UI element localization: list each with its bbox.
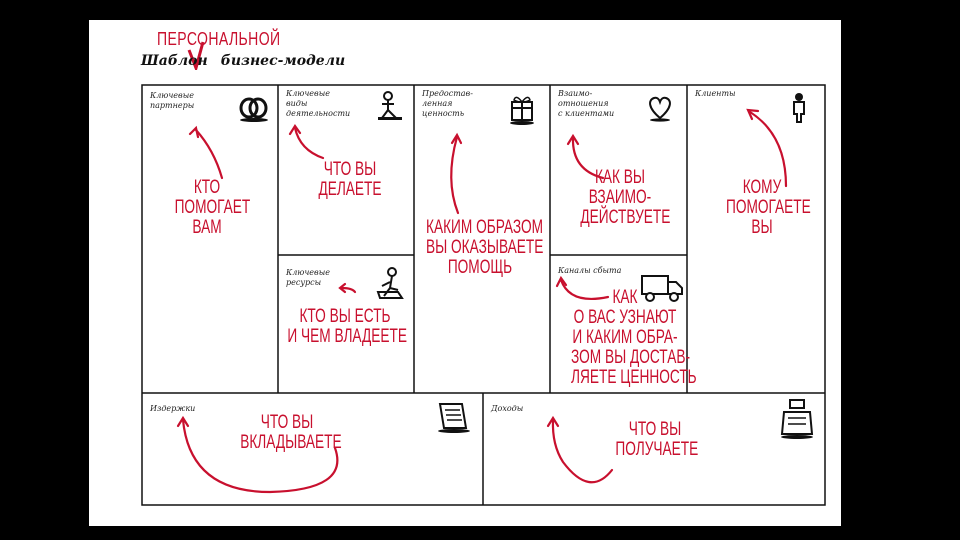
label-customer-segments: Клиенты (695, 89, 736, 98)
rings-icon (236, 95, 272, 123)
note-revenue: ЧТО ВЫ ПОЛУЧАЕТЕ (615, 419, 699, 460)
label-key-activities: Ключевые виды деятельности (286, 89, 351, 118)
title-left: Шаблон (141, 53, 208, 69)
note-activities: ЧТО ВЫ ДЕЛАЕТЕ (318, 159, 382, 200)
arrow-revenue (553, 420, 612, 482)
worker-sitting-icon (374, 266, 406, 302)
invoice-icon (432, 400, 472, 434)
label-key-resources: Ключевые ресурсы (286, 268, 330, 287)
label-key-partners: Ключевые партнеры (150, 91, 195, 110)
note-relationships: КАК ВЫ ВЗАИМО- ДЕЙСТВУЕТЕ (580, 167, 671, 228)
label-customer-relationships: Взаимо- отношения с клиентами (558, 89, 615, 118)
label-value-proposition: Предостав- ленная ценность (422, 89, 473, 118)
arrow-customers (750, 112, 786, 186)
arrow-partners (196, 130, 222, 178)
cash-register-icon (778, 398, 816, 440)
title-right: бизнес-модели (220, 53, 346, 69)
label-channels: Каналы сбыта (558, 266, 622, 275)
label-cost-structure: Издержки (150, 404, 196, 413)
title-insert-word: ПЕРСОНАЛЬНОЙ (157, 29, 281, 49)
person-icon (790, 92, 808, 124)
note-resources: КТО ВЫ ЕСТЬ И ЧЕМ ВЛАДЕЕТЕ (287, 306, 407, 347)
label-revenue-streams: Доходы (491, 404, 524, 413)
heart-icon (646, 94, 674, 122)
gift-icon (508, 92, 536, 126)
note-costs: ЧТО ВЫ ВКЛАДЫВАЕТЕ (240, 412, 342, 453)
worker-icon (374, 90, 406, 122)
note-partners: КТО ПОМОГАЕТ ВАМ (174, 177, 251, 238)
arrow-value (451, 137, 458, 213)
note-channels: КАК О ВАС УЗНАЮТ И КАКИМ ОБРА- ЗОМ ВЫ ДОСТАВ- ЛЯЕТЕ ЦЕННОСТЬ (571, 287, 697, 388)
note-value: КАКИМ ОБРАЗОМ ВЫ ОКАЗЫВАЕТЕ ПОМОЩЬ (426, 217, 544, 278)
note-customers: КОМУ ПОМОГАЕТЕ ВЫ (726, 177, 811, 238)
